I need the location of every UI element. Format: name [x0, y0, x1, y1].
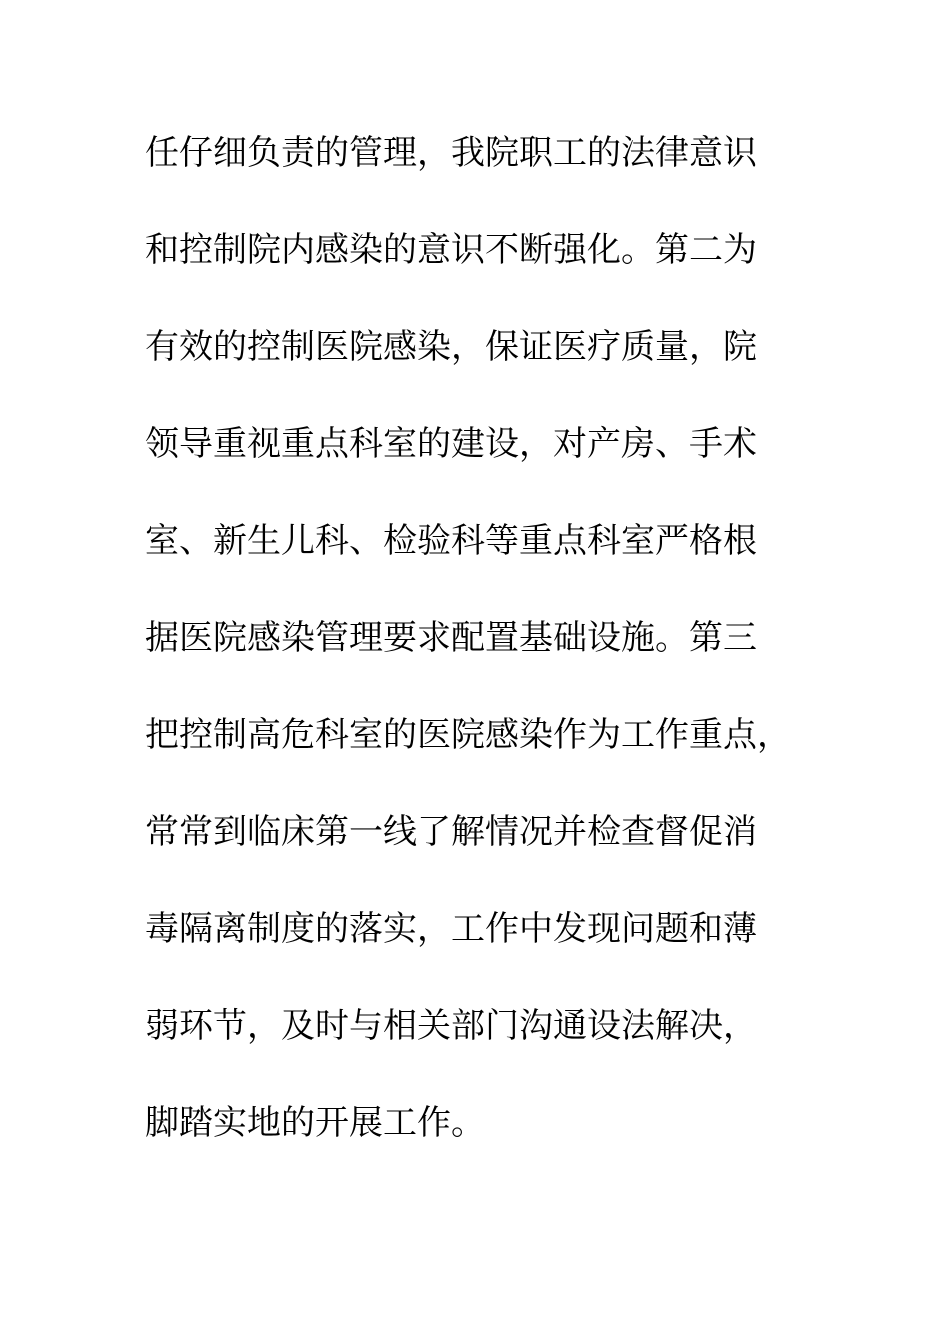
text-line-7: 把控制高危科室的医院感染作为工作重点， — [145, 715, 791, 755]
text-line-2: 和控制院内感染的意识不断强化。第二为 — [145, 230, 757, 270]
text-line-8: 常常到临床第一线了解情况并检查督促消 — [145, 812, 757, 852]
text-line-3: 有效的控制医院感染，保证医疗质量，院 — [145, 327, 757, 367]
text-line-11: 脚踏实地的开展工作。 — [145, 1103, 485, 1143]
text-line-9: 毒隔离制度的落实，工作中发现问题和薄 — [145, 909, 757, 949]
body-paragraph — [145, 128, 825, 1195]
text-line-5: 室、新生儿科、检验科等重点科室严格根 — [145, 521, 757, 561]
text-line-6: 据医院感染管理要求配置基础设施。第三 — [145, 618, 757, 658]
text-line-10: 弱环节，及时与相关部门沟通设法解决， — [145, 1006, 757, 1046]
text-line-4: 领导重视重点科室的建设，对产房、手术 — [145, 424, 757, 464]
text-line-1: 任仔细负责的管理，我院职工的法律意识 — [145, 133, 757, 173]
